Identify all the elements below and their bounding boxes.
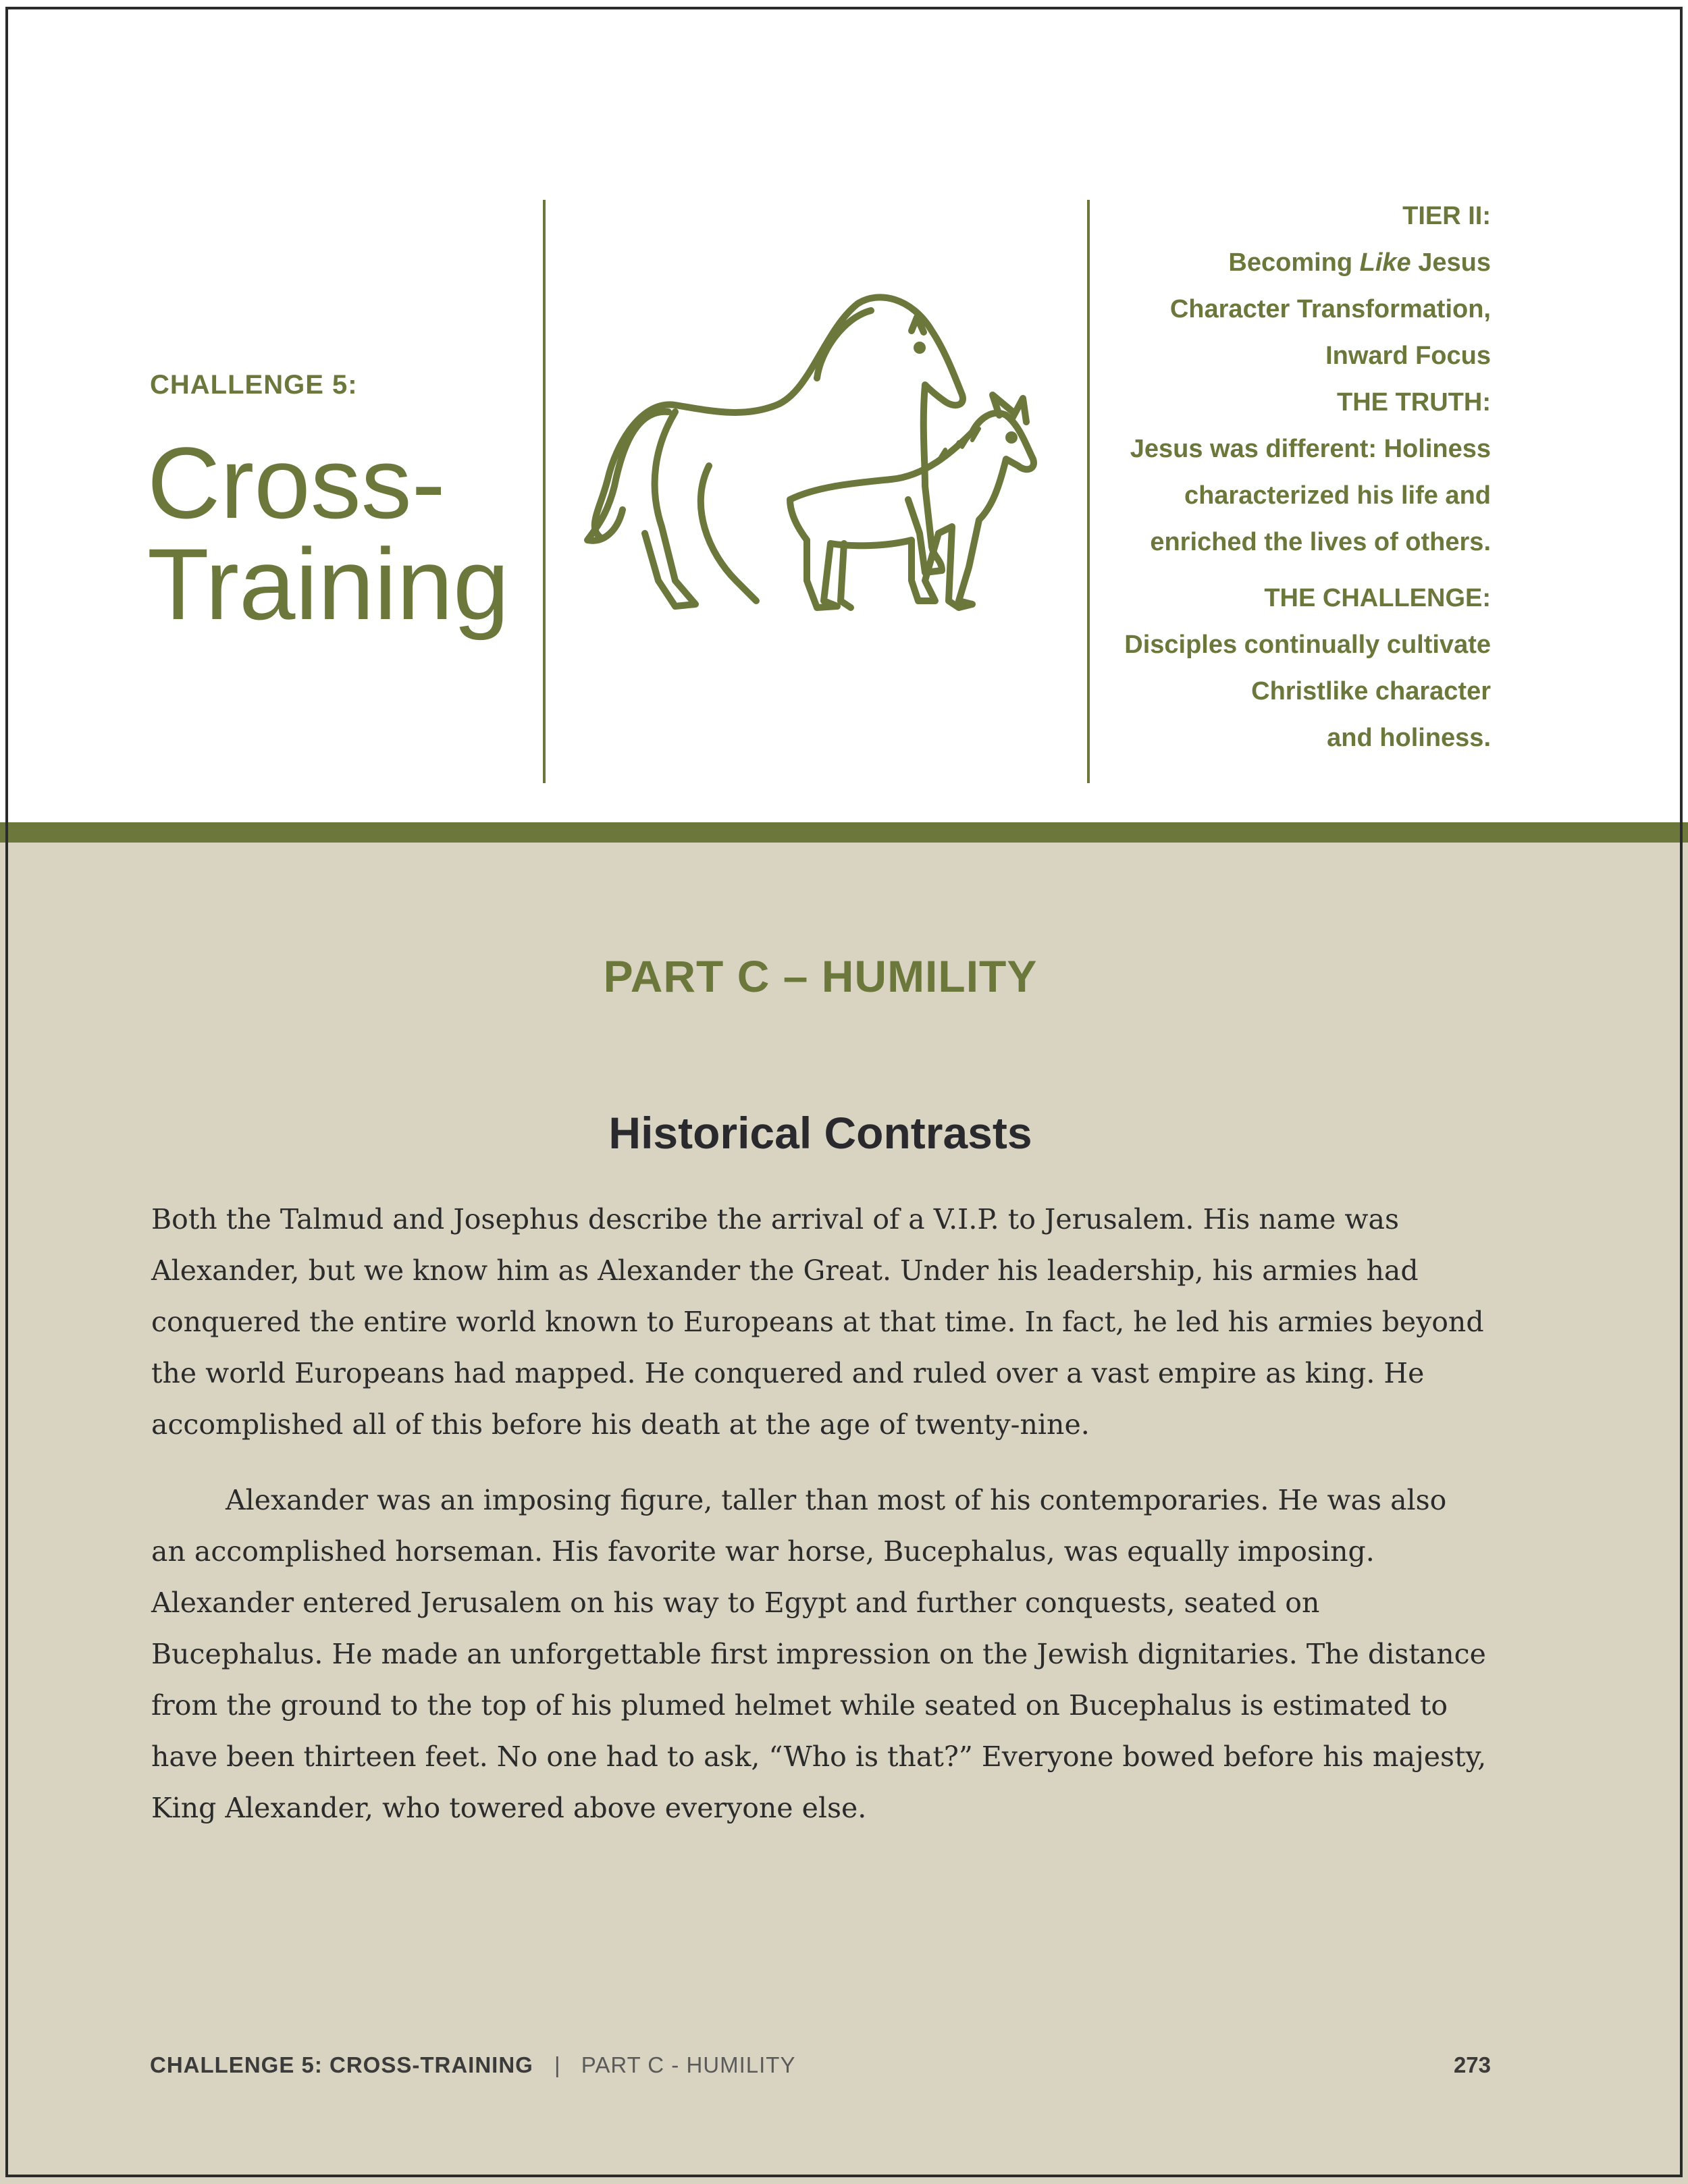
part-heading: PART C – HUMILITY (603, 951, 1038, 1001)
section-heading: Historical Contrasts (608, 1108, 1032, 1158)
body-text (151, 1194, 1488, 1834)
footer-chapter: CHALLENGE 5: CROSS-TRAINING (150, 2052, 533, 2077)
divider-left (543, 200, 546, 783)
truth-line-1: Jesus was different: Holiness (1130, 435, 1491, 463)
footer-running-head (150, 2052, 795, 2078)
paragraph-2: Alexander was an imposing figure, taller than most of his contemporaries. He was also an accomplished horseman. His favorite war horse, Bucephalus, was equally imposing. Alexander entered Jerusalem on his way to Egypt and further conquests, seated on Bucephalus. He made an unforgettable first impression on the Jewish dignitaries. The distance from the ground to the top of his plumed helmet while seated on Bucephalus is estimated to have been thirteen feet. No one had to ask, “Who is that?” Everyone bowed before his majesty, King Alexander, who towered above everyone else. (151, 1484, 1487, 1824)
panel-spacer (964, 566, 1491, 575)
tier-line-3: Inward Focus (1325, 342, 1491, 370)
page-header (0, 0, 1688, 825)
tier-heading: TIER II: (1402, 202, 1491, 230)
adult-horse-eye (917, 345, 922, 350)
footer-part: PART C - HUMILITY (581, 2052, 796, 2077)
tier-panel (964, 193, 1491, 762)
challenge-line-2: Christlike character (1251, 677, 1491, 705)
footer-separator: | (554, 2052, 560, 2077)
truth-line-2: characterized his life and (1184, 481, 1491, 510)
challenge-line-1: Disciples continually cultivate (1124, 631, 1491, 659)
challenge-line-3: and holiness. (1327, 724, 1491, 752)
challenge-heading: THE CHALLENGE: (1264, 584, 1491, 612)
page-footer (150, 2052, 1491, 2086)
chapter-title (147, 426, 525, 641)
foal-front-leg (841, 543, 851, 608)
chapter-title-line-2: Training (147, 527, 510, 641)
adult-horse-outline (595, 297, 963, 572)
chapter-title-line-1: Cross- (147, 426, 446, 539)
truth-heading: THE TRUTH: (1337, 388, 1491, 417)
tier-line-1: Becoming Like Jesus (1228, 248, 1491, 277)
paragraph-1: Both the Talmud and Josephus describe the arrival of a V.I.P. to Jerusalem. His name was Alexander, but we know him as Alexander the Great. Under his leadership, his armies had conquered the entire world known to Europeans at that time. In fact, he led his armies beyond the world Europeans had mapped. He conquered and ruled over a vast empire as king. He accomplished all of this before his death at the age of twenty-nine. (151, 1203, 1484, 1441)
truth-line-3: enriched the lives of others. (1150, 528, 1491, 556)
adult-horse-back-leg (645, 412, 695, 606)
challenge-label: CHALLENGE 5: (150, 370, 358, 400)
adult-horse-belly (701, 466, 756, 601)
tier-line-2: Character Transformation, (1169, 295, 1491, 323)
page-number: 273 (1453, 2052, 1491, 2077)
header-divider-bar (0, 822, 1688, 843)
